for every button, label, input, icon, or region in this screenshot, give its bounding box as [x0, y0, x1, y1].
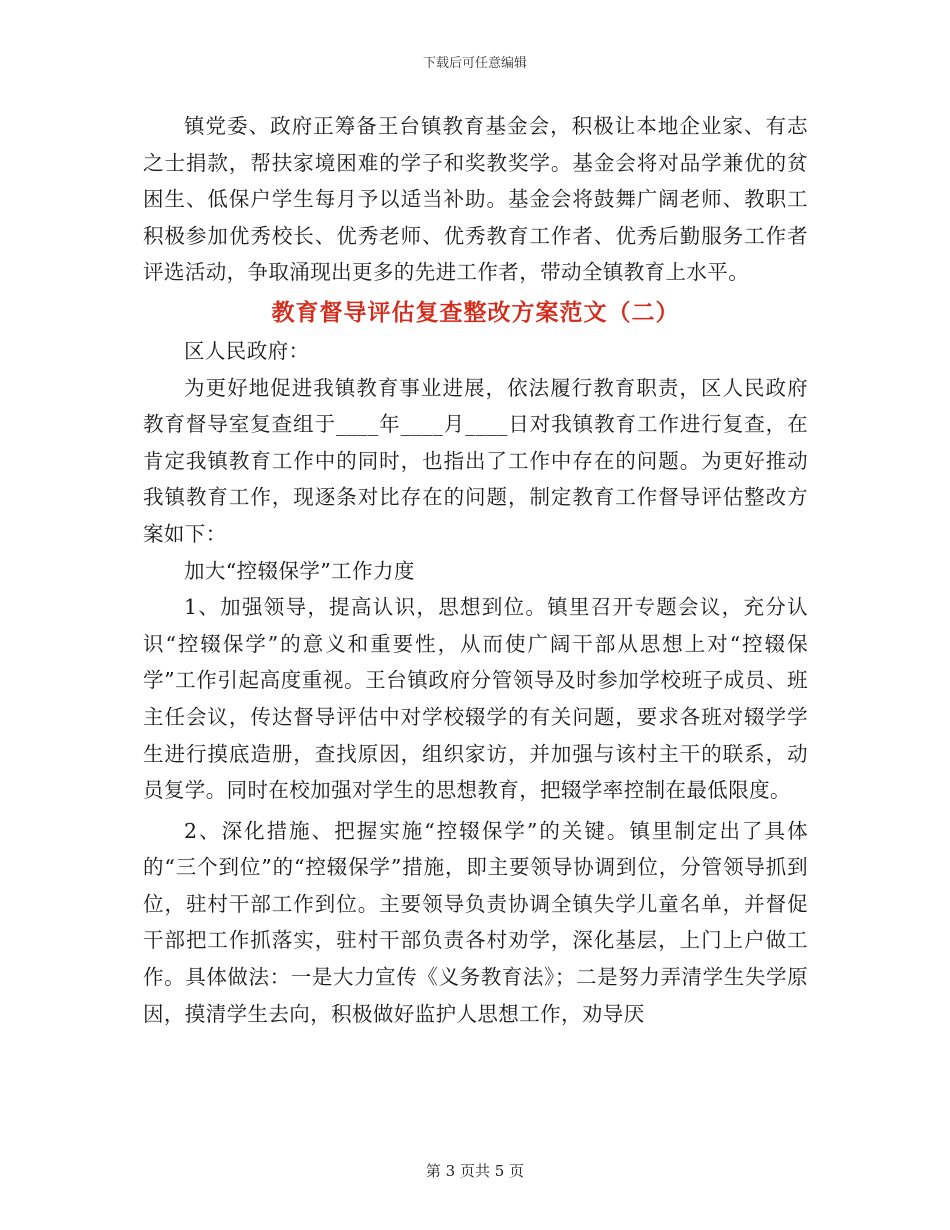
page-header: 下载后可任意编辑 — [422, 56, 527, 71]
page-footer: 第 3 页共 5 页 — [425, 1162, 525, 1180]
list-item-2: 2、深化措施、把握实施“控辍保学”的关键。镇里制定出了具体的“三个到位”的“控辍保学”措施，即主要领导协调到位，分管领导抓到位，驻村干部工作到位。主要领导负责协调全镇失学儿童名单，并督促干部把工作抓落实，驻村干部负责各村劝学，深化基层，上门上户做工作。具体做法：一是大力宣传《义务教育法》；二是努力弄清学生失学原因，摸清学生去向，积极做好监护人思想工作，劝导厌 — [143, 818, 808, 1026]
salutation: 区人民政府： — [184, 338, 310, 363]
section-heading: 加大“控辍保学”工作力度 — [184, 558, 415, 583]
document-title: 教育督导评估复查整改方案范文（二） — [271, 298, 680, 326]
paragraph-introduction: 为更好地促进我镇教育事业进展，依法履行教育职责，区人民政府教育督导室复查组于____年____月____日对我镇教育工作进行复查，在肯定我镇教育工作中的同时，也指出了工作中存在的问题。为更好推动我镇教育工作，现逐条对比存在的问题，制定教育工作督导评估整改方案如下： — [143, 375, 808, 546]
document-body — [143, 108, 808, 1032]
paragraph-education-fund: 镇党委、政府正筹备王台镇教育基金会，积极让本地企业家、有志之士捐款，帮扶家境困难的学子和奖教奖学。基金会将对品学兼优的贫困生、低保户学生每月予以适当补助。基金会将鼓舞广阔老师、教职工积极参加优秀校长、优秀老师、优秀教育工作者、优秀后勤服务工作者评选活动，争取涌现出更多的先进工作者，带动全镇教育上水平。 — [143, 114, 808, 285]
list-item-1: 1、加强领导，提高认识，思想到位。镇里召开专题会议，充分认识“控辍保学”的意义和重要性，从而使广阔干部从思想上对“控辍保学”工作引起高度重视。王台镇政府分管领导及时参加学校班子成员、班主任会议，传达督导评估中对学校辍学的有关问题，要求各班对辍学学生进行摸底造册，查找原因，组织家访，并加强与该村主干的联系，动员复学。同时在校加强对学生的思想教育，把辍学率控制在最低限度。 — [143, 595, 808, 803]
